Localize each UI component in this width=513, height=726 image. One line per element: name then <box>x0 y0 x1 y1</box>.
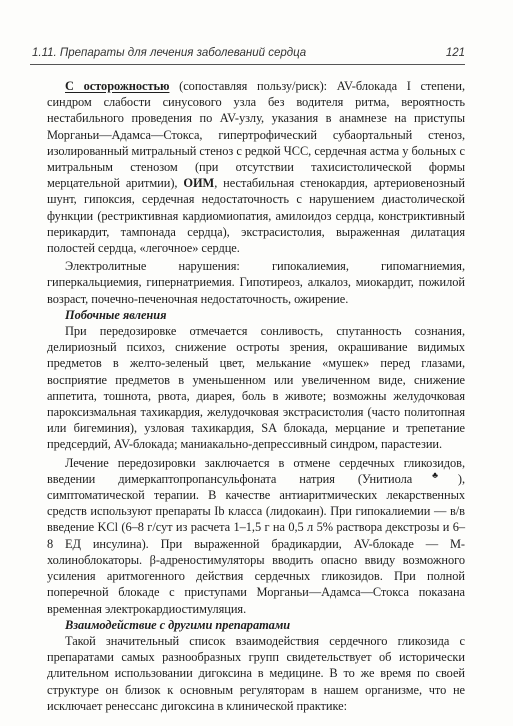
side-effects-paragraph: При передозировке отмечается сонливость, спутанность сознания, делириозный психоз, снижение остроты зрения, окрашивание видимых предметов в желто-зеленый цвет, мелькание «мушек» перед глазами, восприятие предметов в уменьшенном или увеличенном виде, снижение аппетита, тошнота, рвота, диарея, боль в животе; возможны желудочковая пароксизмальная тахикардия, желудочковая экстрасистолия (часто политопная или бигеминия), узловая тахикардия, SA блокада, мерцание и трепетание предсердий, AV-блокада; маниакально-депрессивный синдром, парастезии. <box>47 324 465 452</box>
page-number: 121 <box>445 47 465 59</box>
section-title: 1.11. Препараты для лечения заболеваний сердца <box>32 47 307 59</box>
interactions-heading: Взаимодействие с другими препаратами <box>65 617 291 632</box>
trademark-mark: ♣ <box>412 469 458 480</box>
caution-paragraph <box>47 78 465 256</box>
caution-text: (сопоставляя пользу/риск): AV-блокада I степени, синдром слабости синусового узла без водителя ритма, вероятность нестабильного проведения по AV-узлу, указания в анамнезе на приступы Морганьи—Адамса—Стокса, гипертрофический субаортальный стеноз, изолированный митральный стеноз с редкой ЧСС, сердечная астма у больных с митральным стенозом (при отсутствии тахисистолической формы мерцательной аритмии), <box>47 79 465 191</box>
caution-text-2: , нестабильная стенокардия, артериовенозный шунт, гипоксия, сердечная недостаточность с нарушением диастолической функции (рестриктивная кардиомиопатия, амилоидоз сердца, констриктивный перикардит, тампонада сердца), экстрасистолия, выраженная дилатация полостей сердца, «легочное» сердце. <box>47 176 465 256</box>
side-effects-heading: Побочные явления <box>65 307 167 322</box>
electrolyte-paragraph: Электролитные нарушения: гипокалиемия, гипомагниемия, гиперкальциемия, гипернатриемия. Гипотиреоз, алкалоз, миокардит, пожилой возраст, почечно-печеночная недостаточность, ожирение. <box>47 259 465 306</box>
running-header <box>30 44 465 65</box>
treatment-text-2: ), симптоматической терапии. В качестве антиаритмических лекарственных средств используют препараты Ib класса (лидокаин). При гипокалиемии — в/в введение KCl (6–8 г/сут из расчета 1–1,5 г на 0,5 л 5% раствора декстрозы и 6–8 ЕД инсулина). При выраженной брадикардии, AV-блокаде — М-холиноблокаторы. β-адреностимуляторы вводить опасно ввиду возможного усиления аритмогенного действия сердечных гликозидов. При полной поперечной блокаде с приступами Морганьи—Адамса—Стокса показана временная электрокардиостимуляция. <box>47 471 466 616</box>
caution-lead: С осторожностью <box>65 79 170 93</box>
page-body <box>47 78 465 714</box>
caution-bold-term: ОИМ <box>183 176 215 191</box>
treatment-paragraph <box>47 455 465 617</box>
interactions-paragraph: Такой значительный список взаимодействия сердечного гликозида с препаратами самых разнообразных групп свидетельствует об исторически длительном использовании дигоксина в медицине. В то же время по своей структуре он близок к основным регуляторам в нашем организме, что не исключает ренессанс дигоксина в клинической практике: <box>47 633 465 713</box>
treatment-text-1: Лечение передозировки заключается в отмене сердечных гликозидов, введении димеркаптопропансульфоната натрия (Унитиола <box>47 455 465 486</box>
